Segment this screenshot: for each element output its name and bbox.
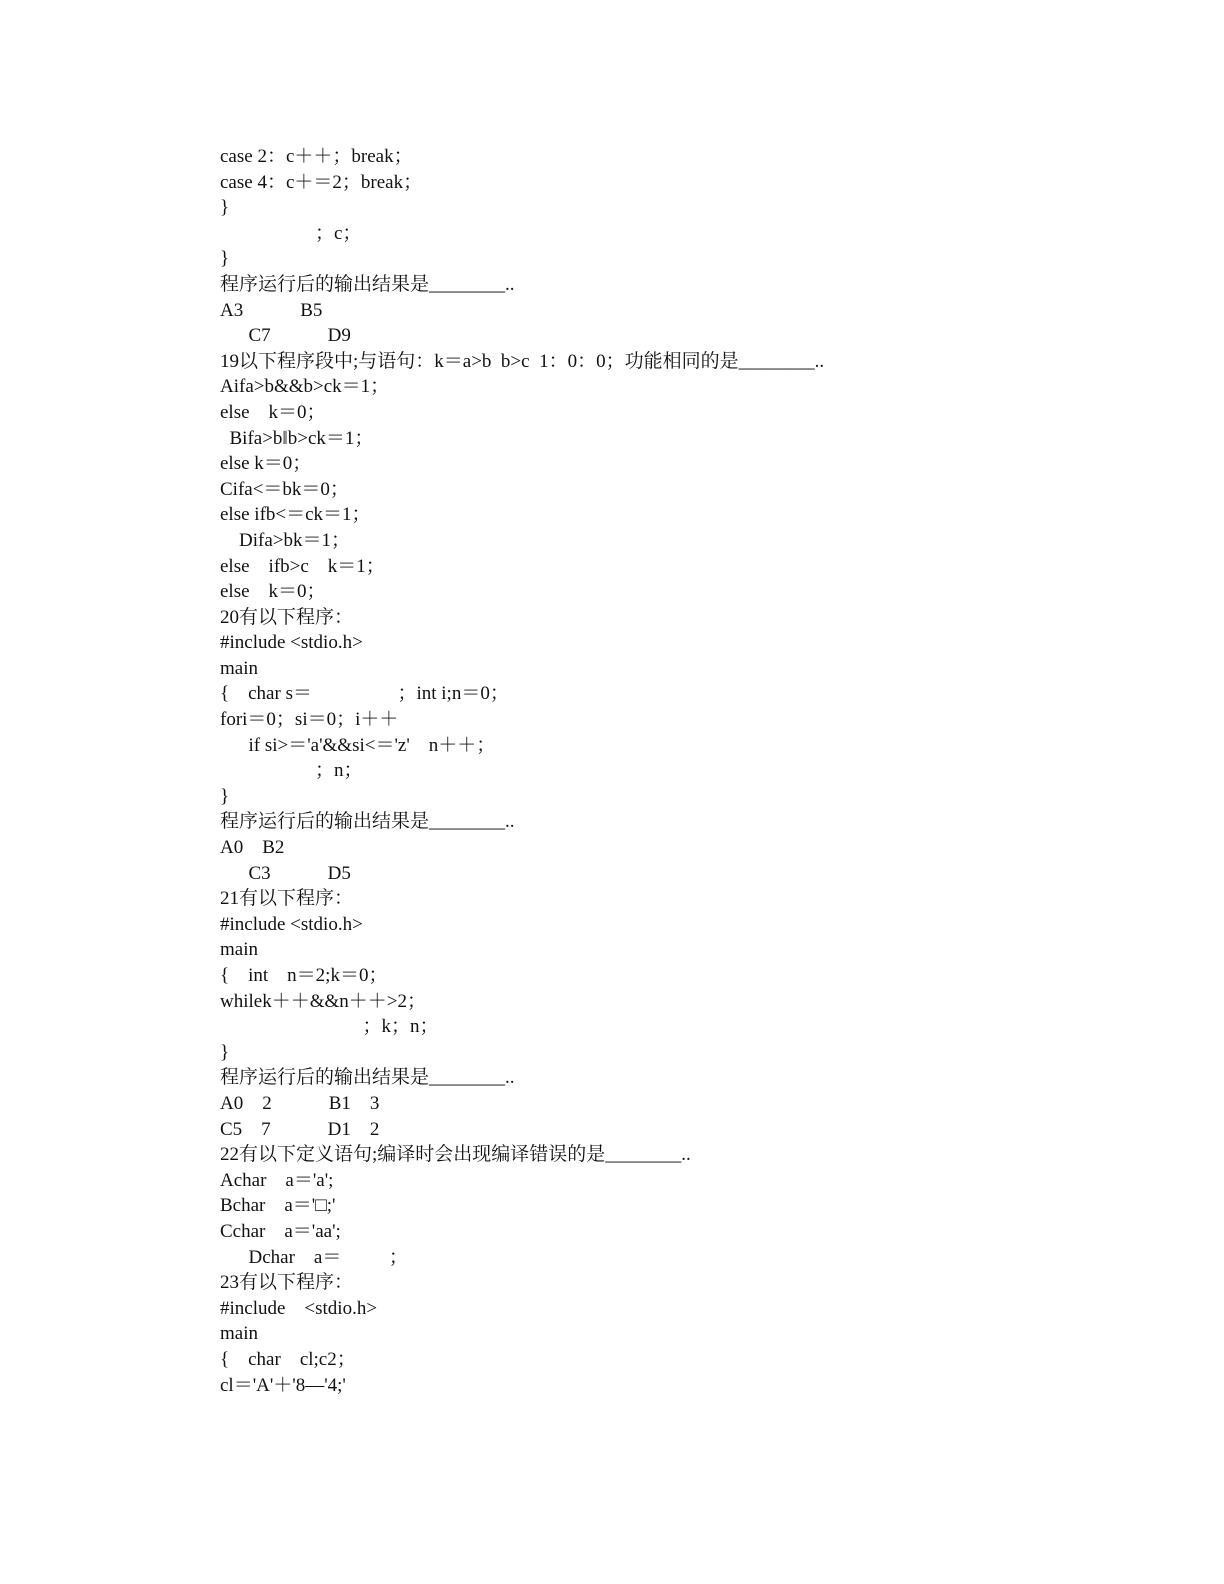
text-line: } — [220, 1041, 230, 1063]
text-line: Aifa>b&&b>ck＝1； — [220, 376, 390, 398]
text-line: whilek＋＋&&n＋＋>2； — [220, 990, 426, 1012]
text-line: 程序运行后的输出结果是________.. — [220, 811, 515, 833]
text-line: case 2：c＋＋；break； — [220, 146, 413, 167]
text-line: { char cl;c2； — [220, 1348, 356, 1370]
text-line: case 4：c＋＝2；break； — [220, 171, 423, 193]
text-line: else ifb<＝ck＝1； — [220, 504, 371, 526]
text-line: Bchar a＝'□;' — [220, 1195, 336, 1217]
text-line: #include <stdio.h> — [220, 913, 363, 935]
text-line: ；n； — [220, 760, 363, 782]
text-line: 程序运行后的输出结果是________.. — [220, 273, 515, 295]
text-line: if si>＝'a'&&si<＝'z' n＋＋； — [220, 734, 496, 756]
text-line: main — [220, 939, 258, 961]
text-line: #include <stdio.h> — [220, 1297, 378, 1319]
text-line: 22有以下定义语句;编译时会出现编译错误的是________.. — [220, 1144, 691, 1166]
text-line: ；c； — [220, 222, 362, 244]
text-line: 20有以下程序： — [220, 606, 354, 628]
text-line: else k＝0； — [220, 401, 326, 423]
text-line: A3 B5 — [220, 299, 323, 321]
text-line: } — [220, 248, 230, 270]
text-line: else k＝0； — [220, 581, 326, 603]
text-line: } — [220, 197, 230, 219]
text-line: 23有以下程序： — [220, 1272, 354, 1294]
text-line: Dchar a＝ ； — [220, 1246, 408, 1268]
text-line: C5 7 D1 2 — [220, 1118, 380, 1140]
text-line: #include <stdio.h> — [220, 632, 363, 654]
text-line: else k＝0； — [220, 453, 312, 475]
text-line: 程序运行后的输出结果是________.. — [220, 1067, 515, 1089]
text-line: ；k；n； — [220, 1016, 439, 1038]
text-line: Cifa<＝bk＝0； — [220, 478, 349, 500]
text-line: } — [220, 785, 230, 807]
text-line: C7 D9 — [220, 325, 351, 347]
text-line: A0 B2 — [220, 837, 285, 859]
text-line: Achar a＝'a'; — [220, 1169, 334, 1191]
document-text — [220, 144, 1120, 1398]
text-line: Bifa>b‖b>ck＝1； — [220, 427, 374, 449]
text-line: fori＝0；si＝0；i＋＋ — [220, 709, 399, 731]
text-line: Difa>bk＝1； — [220, 529, 350, 551]
text-line: Cchar a＝'aa'; — [220, 1220, 341, 1242]
text-line: main — [220, 1323, 258, 1345]
text-line: cl＝'A'＋'8—'4;' — [220, 1374, 346, 1396]
text-line: 19以下程序段中;与语句：k＝a>b b>c 1：0：0；功能相同的是________.. — [220, 350, 825, 372]
text-line: A0 2 B1 3 — [220, 1092, 380, 1114]
text-line: { char s＝ ；int i;n＝0； — [220, 683, 509, 705]
text-line: main — [220, 657, 258, 679]
text-line: C3 D5 — [220, 862, 351, 884]
text-line: 21有以下程序： — [220, 888, 354, 910]
text-line: { int n＝2;k＝0； — [220, 965, 388, 986]
text-line: else ifb>c k＝1； — [220, 555, 385, 577]
